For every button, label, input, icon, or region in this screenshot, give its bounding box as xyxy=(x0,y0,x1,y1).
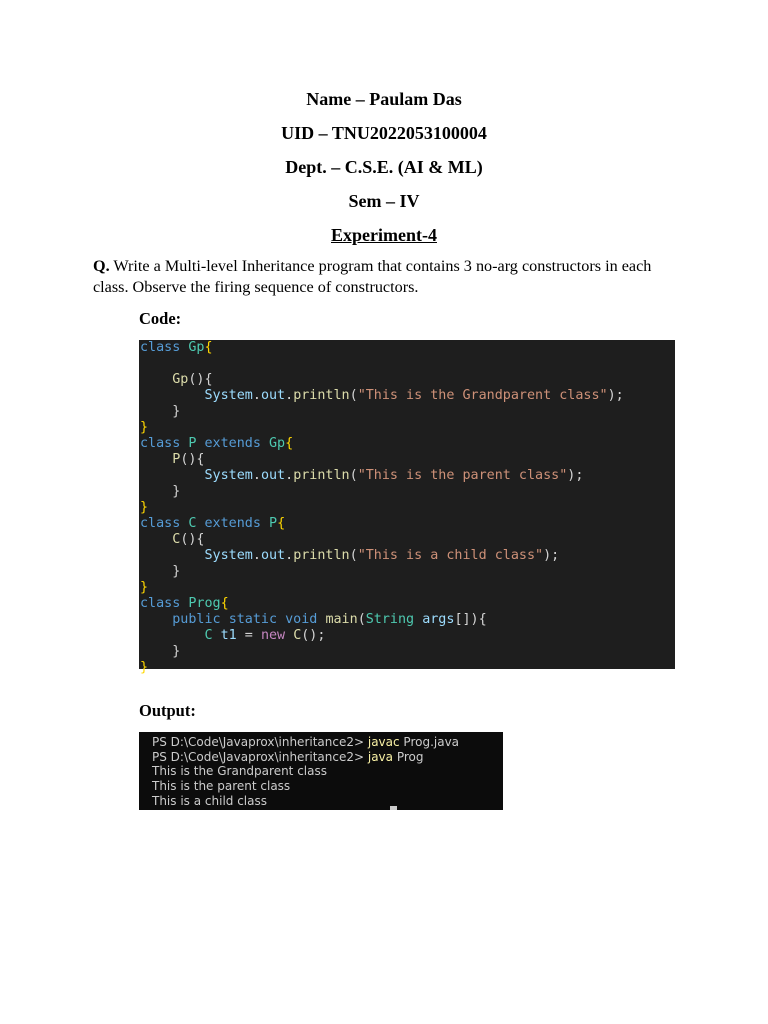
terminal-prompt: PS D:\Code\Javaprox\inheritance2> xyxy=(152,735,368,749)
question-prefix: Q. xyxy=(93,257,110,275)
code-token: System xyxy=(204,548,253,563)
code-indent xyxy=(140,628,205,643)
code-token: "This is a child class" xyxy=(357,548,544,563)
terminal-rest: Prog.java xyxy=(399,735,460,749)
code-line xyxy=(140,612,487,628)
terminal-rest: This is the parent class xyxy=(152,779,291,794)
terminal-cmd: java xyxy=(367,749,394,764)
experiment-title: Experiment-4 xyxy=(331,225,437,245)
code-token: "This is the parent class" xyxy=(357,468,568,483)
code-line xyxy=(140,660,148,676)
code-token: Gp xyxy=(269,436,286,451)
code-token: Gp xyxy=(188,340,205,355)
code-indent xyxy=(140,564,172,579)
code-token: (){ xyxy=(180,452,205,467)
code-token: } xyxy=(172,564,181,579)
code-token: void xyxy=(285,612,318,627)
code-token: ( xyxy=(349,468,358,483)
code-line xyxy=(140,628,325,644)
code-label: Code: xyxy=(139,309,182,328)
code-token: P xyxy=(269,516,278,531)
code-indent xyxy=(140,644,172,659)
code-token xyxy=(414,612,422,627)
code-token: new xyxy=(260,628,286,643)
code-line xyxy=(140,532,205,548)
code-indent xyxy=(140,452,172,467)
code-line xyxy=(140,340,213,356)
code-token: ( xyxy=(357,612,366,627)
code-token: println xyxy=(293,468,350,483)
code-indent xyxy=(140,532,172,547)
code-token: } xyxy=(140,500,149,515)
student-uid: UID – TNU2022053100004 xyxy=(281,123,487,143)
code-token: println xyxy=(293,388,350,403)
code-token: class xyxy=(140,596,181,611)
code-token xyxy=(261,436,269,451)
code-token xyxy=(261,516,269,531)
code-token: static xyxy=(228,612,278,627)
code-token: ); xyxy=(567,468,584,483)
semester: Sem – IV xyxy=(348,191,420,211)
code-token: t1 xyxy=(220,628,237,643)
code-line xyxy=(140,436,293,452)
code-line xyxy=(140,372,213,388)
question-text: Write a Multi-level Inheritance program that contains 3 no-arg constructors in each class. Observe the firing sequence of constructors. xyxy=(93,257,652,296)
code-token: System xyxy=(204,468,253,483)
code-line xyxy=(140,468,583,484)
code-token: C xyxy=(204,628,213,643)
code-token: Prog xyxy=(188,596,221,611)
code-token: "This is the Grandparent class" xyxy=(357,388,608,403)
code-token: . xyxy=(252,548,261,563)
code-token: ( xyxy=(349,548,358,563)
code-token: { xyxy=(277,516,286,531)
code-token xyxy=(213,628,221,643)
code-token: String xyxy=(365,612,415,627)
code-token: extends xyxy=(204,516,261,531)
output-label: Output: xyxy=(139,701,196,720)
code-token: C xyxy=(172,532,181,547)
code-token xyxy=(285,628,293,643)
code-token: P xyxy=(172,452,181,467)
terminal-line xyxy=(152,750,423,765)
code-token xyxy=(277,612,285,627)
code-line xyxy=(140,564,180,580)
code-line xyxy=(140,500,148,516)
code-token: Gp xyxy=(172,372,189,387)
student-name: Name – Paulam Das xyxy=(306,89,462,109)
code-line xyxy=(140,596,229,612)
code-line xyxy=(140,548,559,564)
code-line xyxy=(140,644,180,660)
code-indent xyxy=(140,548,205,563)
code-token: . xyxy=(285,468,294,483)
code-line xyxy=(140,516,285,532)
terminal-output-screenshot xyxy=(139,732,503,810)
code-token: C xyxy=(293,628,302,643)
code-line xyxy=(140,452,205,468)
code-token: ); xyxy=(543,548,560,563)
code-indent xyxy=(140,468,205,483)
code-token: C xyxy=(188,516,197,531)
terminal-rest: This is a child class xyxy=(152,793,267,808)
code-indent xyxy=(140,404,172,419)
code-token xyxy=(196,516,204,531)
code-token: } xyxy=(140,580,149,595)
terminal-rest: This is the Grandparent class xyxy=(152,764,327,779)
code-token: System xyxy=(204,388,253,403)
question xyxy=(93,256,683,298)
code-token: (); xyxy=(301,628,326,643)
code-token: } xyxy=(140,660,149,675)
terminal-cmd: javac xyxy=(367,735,400,749)
code-token: class xyxy=(140,516,181,531)
code-token: } xyxy=(140,420,149,435)
code-token: ); xyxy=(607,388,624,403)
terminal-rest: Prog xyxy=(393,749,424,764)
code-token xyxy=(221,612,229,627)
code-token: P xyxy=(188,436,197,451)
code-token: } xyxy=(172,404,181,419)
code-token: { xyxy=(285,436,294,451)
code-token: (){ xyxy=(188,372,213,387)
code-token xyxy=(196,436,204,451)
terminal-cursor xyxy=(390,806,397,810)
code-token: out xyxy=(260,548,286,563)
terminal-line xyxy=(152,794,267,809)
code-line xyxy=(140,388,624,404)
code-token: } xyxy=(172,484,181,499)
code-token: class xyxy=(140,340,181,355)
department: Dept. – C.S.E. (AI & ML) xyxy=(285,157,483,177)
code-line xyxy=(140,484,180,500)
code-line xyxy=(140,580,148,596)
code-indent xyxy=(140,372,172,387)
code-token: println xyxy=(293,548,350,563)
code-token: public xyxy=(172,612,221,627)
code-screenshot xyxy=(139,340,675,675)
terminal-line xyxy=(152,735,459,750)
code-token: args xyxy=(422,612,455,627)
code-token: extends xyxy=(204,436,261,451)
code-token: out xyxy=(260,388,286,403)
terminal-prompt: PS D:\Code\Javaprox\inheritance2> xyxy=(152,749,368,764)
code-indent xyxy=(140,484,172,499)
code-token: . xyxy=(252,468,261,483)
terminal-line xyxy=(152,779,290,794)
code-token: } xyxy=(172,644,181,659)
terminal-line xyxy=(152,764,327,779)
code-token: . xyxy=(252,388,261,403)
code-token: class xyxy=(140,436,181,451)
code-line xyxy=(140,420,148,436)
code-token: out xyxy=(260,468,286,483)
code-indent xyxy=(140,612,172,627)
code-line xyxy=(140,404,180,420)
code-token: (){ xyxy=(180,532,205,547)
code-token: . xyxy=(285,548,294,563)
code-token: main xyxy=(325,612,358,627)
code-token: { xyxy=(204,340,213,355)
code-token: ( xyxy=(349,388,358,403)
code-token: []){ xyxy=(454,612,487,627)
code-token: { xyxy=(220,596,229,611)
code-token: = xyxy=(236,628,261,643)
code-token: . xyxy=(285,388,294,403)
code-indent xyxy=(140,388,205,403)
